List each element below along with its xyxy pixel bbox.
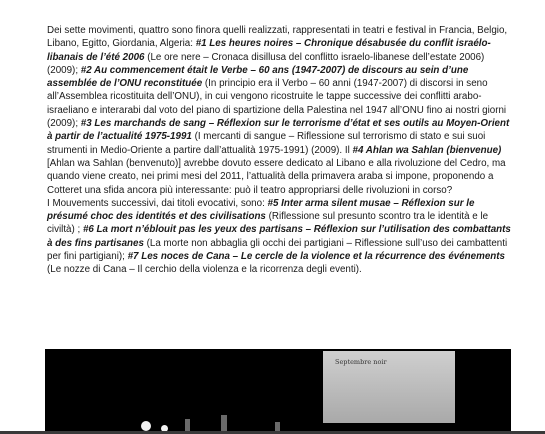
text-run: (Le ore nere – Cronaca disillusa del conflitto israelo-libanese dell’estate 2006) (2009); <box>47 51 485 76</box>
work-title: #6 La mort n’éblouit pas les yeux des partisans – Réflexion sur l’utilisation des combattants à des fins partisanes <box>47 224 511 249</box>
text-run: (Le nozze di Cana – Il cerchio della violenza e la ricorrenza degli eventi). <box>47 264 362 276</box>
projection-screen <box>323 351 455 423</box>
work-title: #5 Inter arma silent musae – Réflexion sur le présumé choc des identités et des civilisations <box>47 197 475 223</box>
text-run: I Mouvements successivi, dai titoli evocativi, sono: <box>47 197 268 209</box>
paragraph-works-1-4 <box>47 24 511 197</box>
work-title: #7 Les noces de Cana – Le cercle de la violence et la récurrence des événements <box>127 251 505 263</box>
paragraph-works-5-7 <box>47 197 511 277</box>
screen-caption: Septembre noir <box>335 358 387 366</box>
text-run: (Riflessione sul presunto scontro tra le identità e le civiltà) ; <box>47 211 489 236</box>
text-run: Dei sette movimenti, quattro sono finora quelli realizzati, rappresentati in teatri e festival in Francia, Belgio, Libano, Egitto, Giordania, Algeria: <box>47 25 508 50</box>
text-run: [Ahlan wa Sahlan (benvenuto)] avrebbe dovuto essere dedicato al Libano e alla rivoluzione del Cedro, ma quando viene creato, nei primi mesi del 2011, l’attualità della primavera araba si impone, proponendo a Cotteret una sfida ancora più interessante: può il teatro appropriarsi delle rivoluzioni in corso? <box>47 157 506 196</box>
work-title: #2 Au commencement était le Verbe – 60 ans (1947-2007) de discours au sein d’une assemblée de l’ONU reconstituée <box>47 64 469 90</box>
article-body <box>47 24 511 277</box>
stage-light <box>141 421 151 431</box>
text-run: (La morte non abbaglia gli occhi dei partigiani – Riflessione sull’uso dei cambattenti per fini partigiani); <box>47 237 508 263</box>
work-title: #3 Les marchands de sang – Réflexion sur le terrorisme d’état et ses outils au Moyen-Orient à partir de l’actualité 1975-1991 <box>47 118 510 143</box>
text-run: (In principio era il Verbo – 60 anni (1947-2007) di discorsi in seno all’Assemblea ricostituita dell’ONU), in cui vengono ricostruite le tappe successive dei conflitti arabo-israeliano e interarabi dal voto del piano di spartizione della Palestina nel 1947 all’ONU fino ai nostri giorni (2009); <box>47 78 507 130</box>
work-title: #4 Ahlan wa Sahlan (bienvenue) <box>352 144 502 156</box>
work-title: #1 Les heures noires – Chronique désabusée du conflit israélo-libanais de l’été 2006 <box>47 38 491 63</box>
text-run: (I mercanti di sangue – Riflessione sul terrorismo di stato e sui suoi strumenti in Medio-Oriente a partire dall’attualità 1975-1991) (2009). Il <box>47 131 486 156</box>
stage-photo <box>45 349 511 434</box>
